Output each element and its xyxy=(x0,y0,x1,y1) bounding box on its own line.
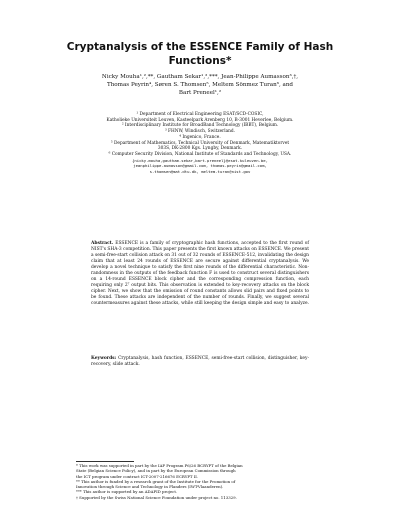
title-line-1: Cryptanalysis of the ESSENCE Family of Hash xyxy=(66,41,334,53)
affiliation-line: ⁶ Computer Security Division, National Institute of Standards and Technology, USA. xyxy=(108,151,292,157)
paper-title xyxy=(40,40,360,68)
abstract-text: ESSENCE is a family of cryptographic hash functions, accepted to the first round of NIST's SHA-3 competition. This paper presents the first known attacks on ESSENCE. We present a semi-free-start collision attack on 31 out of 32 rounds of ESSENCE-512, invalidating the design claim that at least 24 rounds of ESSENCE are secure against differential cryptanalysis. We develop a novel technique to satisfy the first nine rounds of the differential characteristic. Non-randomness in the outputs of the feedback function F is used to construct several distinguishers on a 14-round ESSENCE block cipher and the corresponding compression function, each requiring only 2⁷ output bits. This observation is extended to key-recovery attacks on the block cipher. Next, we show that the omission of round constants allows slid pairs and fixed points to be found. These attacks are independent of the number of rounds. Finally, we suggest several countermeasures against these attacks, while still keeping the design simple and easy to analyze. xyxy=(91,241,309,307)
footnote-line: † Supported by the Swiss National Science Foundation under project no. 113329. xyxy=(76,494,237,500)
author-line-2: Thomas Peyrin⁴, Søren S. Thomsen⁵, Meltem Sönmez Turan⁶, and xyxy=(106,82,294,88)
affiliation-line: ⁵ Department of Mathematics, Technical University of Denmark, Matematiktorvet xyxy=(110,140,290,146)
keywords-label: Keywords: xyxy=(91,356,117,361)
footnote-rule xyxy=(76,461,134,462)
affiliation-line: ¹ Department of Electrical Engineering ESAT/SCD-COSIC, xyxy=(136,112,264,117)
author-list xyxy=(40,73,360,97)
footnotes xyxy=(76,463,328,500)
abstract-label: Abstract. xyxy=(91,241,114,246)
footnote-line: Innovation through Science and Technology in Flanders (IWT-Vlaanderen). xyxy=(76,484,224,490)
affiliation-line: 303S, DK-2800 Kgs. Lyngby, Denmark. xyxy=(157,146,243,152)
email-line: {nicky.mouha,gautham.sekar,bart.preneel}@esat.kuleuven.be, xyxy=(132,157,268,163)
affiliation-line: ⁴ Ingenico, France. xyxy=(179,134,221,140)
affiliation-line: Katholieke Universiteit Leuven, Kasteelpark Arenberg 10, B-3001 Heverlee, Belgium. xyxy=(106,117,294,123)
email-line: jeanphilippe.aumasson@gmail.com, thomas.peyrin@gmail.com, xyxy=(133,163,267,169)
abstract-section xyxy=(91,241,309,308)
footnote-line: *** This author is supported by an ADAPID project. xyxy=(76,489,178,495)
footnote-line: State (Belgian Science Policy), and in part by the European Commission through xyxy=(76,468,236,474)
affiliation-line: ³ FHNW, Windisch, Switzerland. xyxy=(164,129,236,135)
title-line-2: Functions* xyxy=(168,55,232,67)
keywords-text: Cryptanalysis, hash function, ESSENCE, semi-free-start collision, distinguisher, key-recovery, slide attack. xyxy=(91,356,309,368)
keywords-section xyxy=(91,356,309,368)
footnote-line: * This work was supported in part by the IAP Program P6/26 BCRYPT of the Belgian xyxy=(76,463,243,468)
affiliations xyxy=(40,112,360,175)
author-line-3: Bart Preneel¹,² xyxy=(178,90,222,96)
footnote-line: ** This author is funded by a research grant of the Institute for the Promotion of xyxy=(76,478,236,484)
email-line: s.thomsen@mat.dtu.dk, meltem.turan@nist.gov xyxy=(149,169,251,175)
author-line-1: Nicky Mouha¹,²,**, Gautham Sekar¹,²,***, Jean-Philippe Aumasson³,†, xyxy=(101,74,299,80)
footnote-line: the ICT program under contract ICT-2007-216676 ECRYPT II. xyxy=(76,473,199,479)
affiliation-line: ² Interdisciplinary Institute for BroadBand Technology (IBBT), Belgium. xyxy=(121,123,279,129)
